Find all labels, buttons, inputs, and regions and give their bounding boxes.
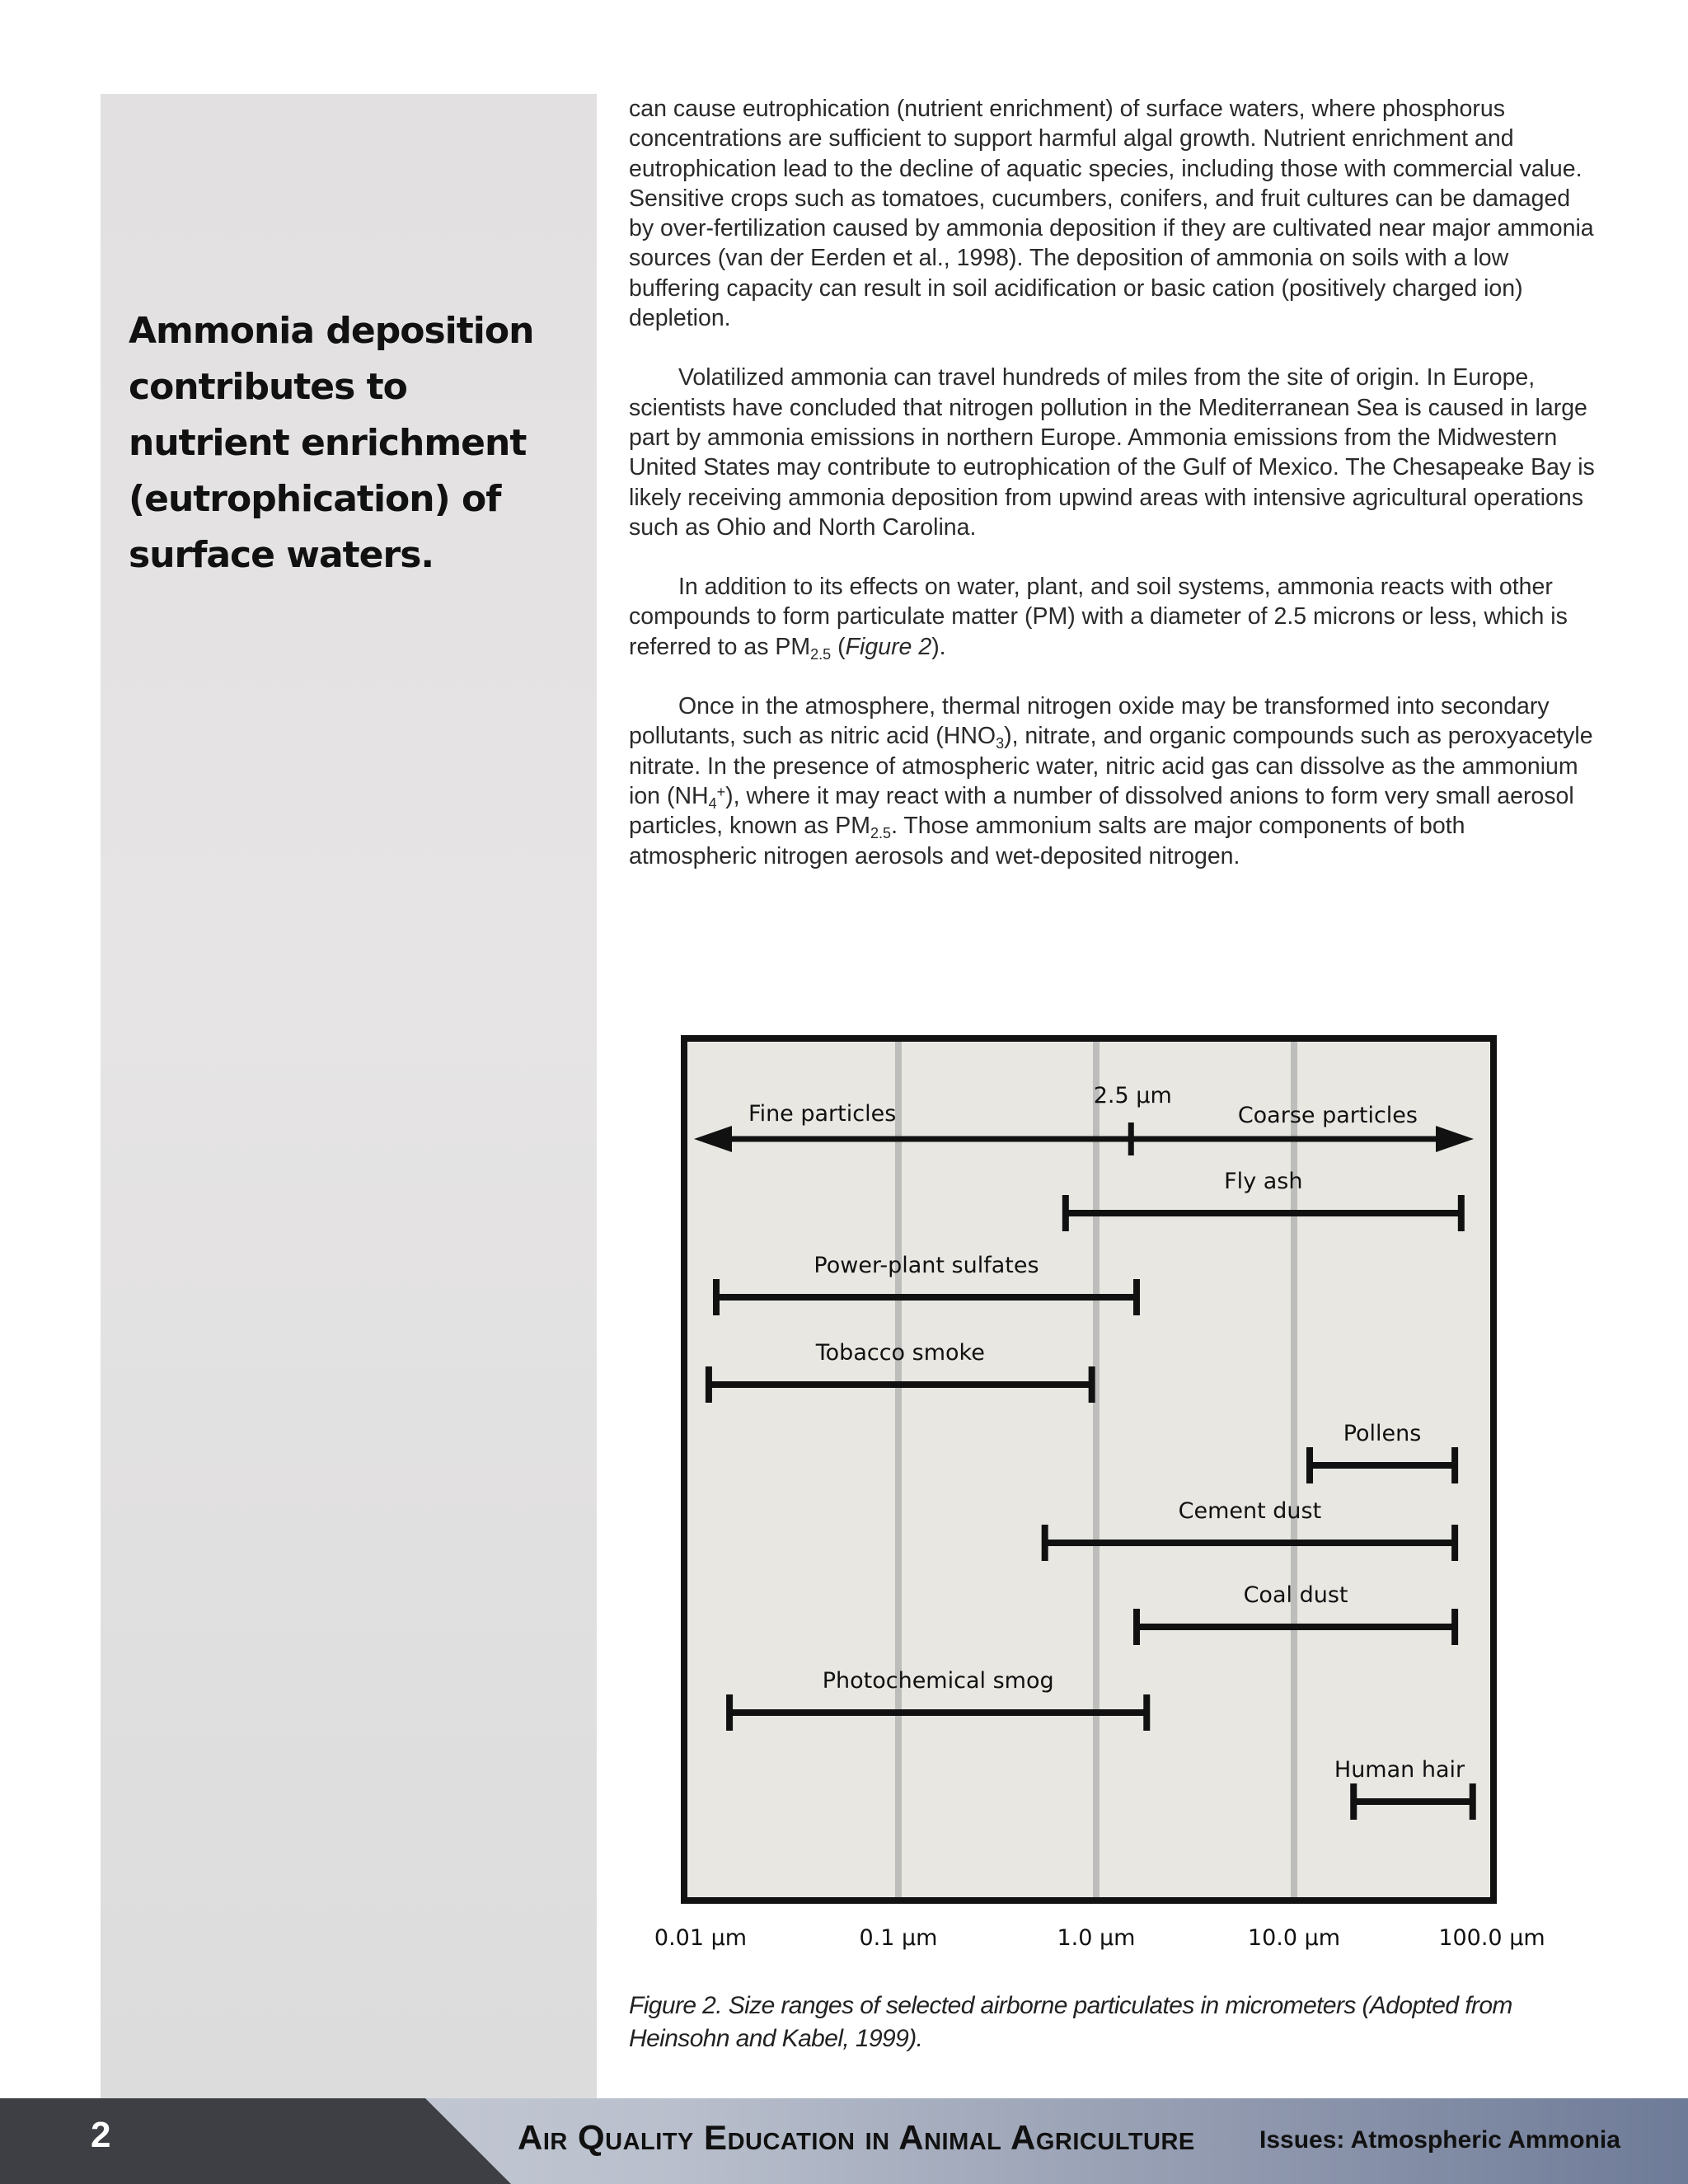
range-label-tobacco-smoke: Tobacco smoke — [815, 1340, 985, 1366]
footer-title: Air Quality Education in Animal Agriculture — [518, 2118, 1195, 2157]
range-label-fly-ash: Fly ash — [1224, 1169, 1303, 1194]
p3-text-b: ( — [831, 633, 846, 660]
footer-issue: Issues: Atmospheric Ammonia — [1259, 2126, 1620, 2154]
coarse-particles-label: Coarse particles — [1237, 1103, 1418, 1128]
chart-svg — [626, 1022, 1558, 1953]
x-tick-label: 1.0 µm — [1057, 1925, 1136, 1951]
range-label-photochemical-smog: Photochemical smog — [822, 1668, 1054, 1694]
x-tick-label: 0.01 µm — [654, 1925, 748, 1951]
p4-text-a: Once in the atmosphere, thermal nitrogen oxide may be transformed into secondary pollutants, such as nitric acid (HNO — [629, 693, 1550, 750]
p4-subscript-1: 3 — [996, 735, 1005, 752]
p3-subscript: 2.5 — [810, 645, 832, 663]
body-text — [629, 94, 1595, 901]
x-tick-label: 100.0 µm — [1438, 1925, 1545, 1951]
x-tick-label: 0.1 µm — [859, 1925, 938, 1951]
p4-text-d: . Those ammonium salts are major components of both atmospheric nitrogen aerosols and wet-deposited nitrogen. — [629, 813, 1465, 869]
p4-subscript-2: 4 — [708, 794, 717, 812]
p4-superscript-2: + — [716, 783, 726, 800]
paragraph-3 — [629, 572, 1595, 662]
pull-quote: Ammonia deposition contributes to nutrient enrichment (eutrophication) of surface waters. — [129, 310, 534, 576]
range-label-power-plant-sulfates: Power-plant sulfates — [814, 1253, 1039, 1278]
figure-caption: Figure 2. Size ranges of selected airborne particulates in micrometers (Adopted from Heinsohn and Kabel, 1999). — [629, 1992, 1512, 2052]
paragraph-2: Volatilized ammonia can travel hundreds of miles from the site of origin. In Europe, scientists have concluded that nitrogen pollution in the Mediterranean Sea is caused in large part by ammonia emissions in northern Europe. Ammonia emissions from the Midwestern United States may contribute to eutrophication of the Gulf of Mexico. The Chesapeake Bay is likely receiving ammonia deposition from upwind areas with intensive agricultural operations such as Ohio and North Carolina. — [629, 364, 1595, 541]
footer-bar — [0, 2098, 1688, 2184]
p4-subscript-3: 2.5 — [870, 825, 892, 842]
range-label-pollens: Pollens — [1343, 1421, 1422, 1446]
p3-text-a: In addition to its effects on water, plant, and soil systems, ammonia reacts with other compounds to form particulate matter (PM) with a diameter of 2.5 microns or less, which is referred to as PM — [629, 574, 1568, 660]
p4-text-b: ), nitrate, and organic compounds such as peroxyacetyle nitrate. In the presence of atmospheric water, nitric acid gas can dissolve as the ammonium ion (NH — [629, 723, 1593, 809]
fine-particles-label: Fine particles — [748, 1101, 897, 1127]
particle-size-chart — [626, 1022, 1558, 1953]
range-label-cement-dust: Cement dust — [1178, 1498, 1322, 1524]
pm25-divider-label: 2.5 µm — [1093, 1083, 1172, 1108]
paragraph-4 — [629, 691, 1595, 871]
paragraph-1: can cause eutrophication (nutrient enrichment) of surface waters, where phosphorus concentrations are sufficient to support harmful algal growth. Nutrient enrichment and eutrophication lead to the decline of aquatic species, including those with commercial value. Sensitive crops such as tomatoes, cucumbers, conifers, and fruit cultures can be damaged by over-fertilization caused by ammonia deposition if they are cultivated near major ammonia sources (van der Eerden et al., 1998). The deposition of ammonia on soils with a low buffering capacity can result in soil acidification or basic cation (positively charged ion) depletion. — [629, 96, 1594, 332]
p4-text-c: ), where it may react with a number of dissolved anions to form very small aerosol particles, known as PM — [629, 782, 1574, 840]
page-number: 2 — [91, 2115, 111, 2155]
x-tick-label: 10.0 µm — [1247, 1925, 1341, 1951]
figure-reference: Figure 2 — [845, 633, 932, 660]
footer-page-tab — [0, 2098, 511, 2184]
range-label-human-hair: Human hair — [1334, 1757, 1465, 1783]
p3-text-c: ). — [931, 633, 946, 660]
range-label-coal-dust: Coal dust — [1243, 1582, 1348, 1608]
